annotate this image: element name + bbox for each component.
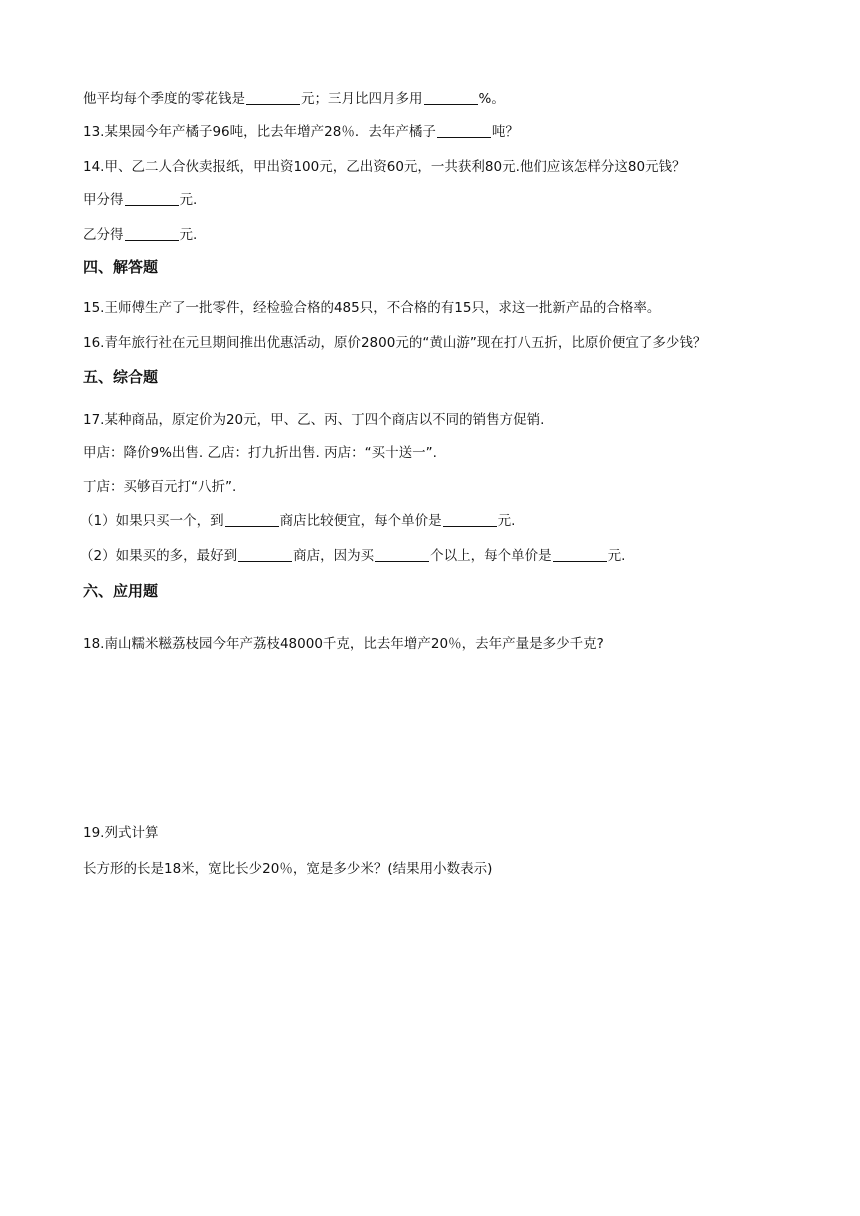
question-13 (83, 122, 519, 142)
section-heading-6: 六、应用题 (83, 582, 159, 600)
answer-blank[interactable] (424, 90, 478, 105)
question-17-shops: 甲店：降价9%出售. 乙店：打九折出售. 丙店：“买十送一”. (83, 445, 437, 461)
question-17-part-2 (80, 546, 625, 566)
answer-blank[interactable] (225, 512, 279, 527)
answer-blank[interactable] (437, 123, 491, 138)
section-heading-4: 四、解答题 (83, 258, 159, 276)
question-17: 17.某种商品，原定价为20元，甲、乙、丙、丁四个商店以不同的销售方促销. (83, 412, 545, 428)
text: 他平均每个季度的零花钱是 (83, 91, 245, 107)
question-14-jia (83, 190, 197, 210)
section-heading-5: 五、综合题 (83, 368, 159, 386)
answer-blank[interactable] (246, 90, 300, 105)
question-19: 19.列式计算 (83, 825, 159, 841)
question-14-yi (83, 225, 197, 245)
text: %。 (478, 91, 505, 107)
answer-blank[interactable] (443, 512, 497, 527)
answer-blank[interactable] (125, 226, 179, 241)
text: 元. (179, 227, 198, 243)
text: 13.某果园今年产橘子96吨，比去年增产28％．去年产橘子 (83, 124, 436, 140)
question-14: 14.甲、乙二人合伙卖报纸，甲出资100元，乙出资60元，一共获利80元.他们应该怎样分这80元钱？ (83, 159, 686, 175)
question-15: 15.王师傅生产了一批零件，经检验合格的485只，不合格的有15只，求这一批新产品的合格率。 (83, 300, 661, 316)
text: 元. (607, 548, 626, 564)
text: 元. (497, 513, 516, 529)
text: 元；三月比四月多用 (301, 91, 423, 107)
text: 吨？ (491, 124, 519, 140)
question-17-shop-ding: 丁店：买够百元打“八折”. (83, 479, 237, 495)
text: 甲分得 (83, 192, 124, 208)
question-12-continued (83, 89, 505, 109)
question-18: 18.南山糯米糍荔枝园今年产荔枝48000千克，比去年增产20％，去年产量是多少千克? (83, 636, 604, 652)
answer-blank[interactable] (125, 191, 179, 206)
text: 乙分得 (83, 227, 124, 243)
text: 商店比较便宜，每个单价是 (279, 513, 442, 529)
answer-blank[interactable] (238, 547, 292, 562)
answer-blank[interactable] (553, 547, 607, 562)
text: 个以上，每个单价是 (430, 548, 552, 564)
answer-blank[interactable] (375, 547, 429, 562)
text: 商店，因为买 (293, 548, 375, 564)
text: （1）如果只买一个，到 (80, 513, 224, 529)
text: （2）如果买的多，最好到 (80, 548, 238, 564)
text: 元. (179, 192, 198, 208)
question-19-text: 长方形的长是18米，宽比长少20％，宽是多少米？(结果用小数表示) (83, 861, 493, 877)
question-16: 16.青年旅行社在元旦期间推出优惠活动，原价2800元的“黄山游”现在打八五折，比原价便宜了多少钱？ (83, 335, 707, 351)
question-17-part-1 (80, 511, 515, 531)
